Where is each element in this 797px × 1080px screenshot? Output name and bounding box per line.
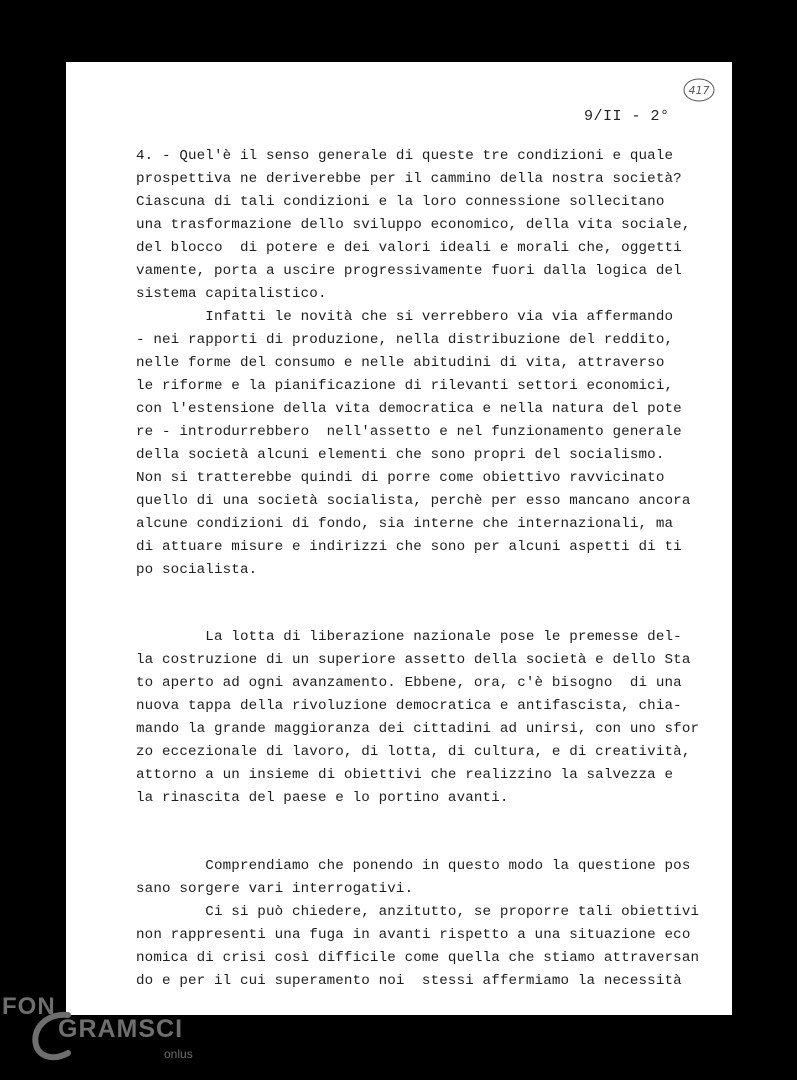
text-line: attorno a un insieme di obiettivi che realizzino la salvezza e xyxy=(136,767,674,783)
text-line: po socialista. xyxy=(136,562,258,578)
text-line: - nei rapporti di produzione, nella distribuzione del reddito, xyxy=(136,332,674,348)
text-line: Ciascuna di tali condizioni e la loro connessione sollecitano xyxy=(136,194,665,210)
text-line: della società alcuni elementi che sono propri del socialismo. xyxy=(136,447,665,463)
page-number: 9/II - 2° xyxy=(584,108,670,125)
text-line: zo eccezionale di lavoro, di lotta, di cultura, e di creatività, xyxy=(136,744,691,760)
text-line: Infatti le novità che si verrebbero via via affermando xyxy=(136,309,674,325)
text-line: quello di una società socialista, perchè per esso mancano ancora xyxy=(136,493,691,509)
text-line: mando la grande maggioranza dei cittadini ad unirsi, con uno sfor xyxy=(136,721,700,737)
text-line: re - introdurrebbero nell'assetto e nel funzionamento generale xyxy=(136,424,682,440)
text-line: le riforme e la pianificazione di rilevanti settori economici, xyxy=(136,378,674,394)
text-line: non rappresenti una fuga in avanti rispetto a una situazione eco xyxy=(136,927,691,943)
text-line: la rinascita del paese e lo portino avanti. xyxy=(136,790,509,806)
text-line: nelle forme del consumo e nelle abitudini di vita, attraverso xyxy=(136,355,665,371)
text-line: con l'estensione della vita democratica e nella natura del pote xyxy=(136,401,682,417)
watermark-onlus: onlus xyxy=(164,1047,193,1061)
text-line: nuova tappa della rivoluzione democratica e antifascista, chia- xyxy=(136,698,682,714)
text-line: Ci si può chiedere, anzitutto, se proporre tali obiettivi xyxy=(136,904,700,920)
text-line: Comprendiamo che ponendo in questo modo la questione pos xyxy=(136,858,691,874)
text-line: una trasformazione dello sviluppo economico, della vita sociale, xyxy=(136,217,691,233)
text-line: alcune condizioni di fondo, sia interne che internazionali, ma xyxy=(136,516,674,532)
text-line: sistema capitalistico. xyxy=(136,286,327,302)
document-page xyxy=(66,62,732,1015)
text-line: 4. - Quel'è il senso generale di queste tre condizioni e quale xyxy=(136,148,674,164)
text-line: del blocco di potere e dei valori ideali e morali che, oggetti xyxy=(136,240,682,256)
text-line: prospettiva ne deriverebbe per il cammino della nostra società? xyxy=(136,171,682,187)
text-line: La lotta di liberazione nazionale pose le premesse del- xyxy=(136,629,682,645)
text-line: la costruzione di un superiore assetto della società e dello Sta xyxy=(136,652,691,668)
text-line: do e per il cui superamento noi stessi affermiamo la necessità xyxy=(136,973,682,989)
watermark-gramsci: GRAMSCI xyxy=(58,1015,184,1043)
watermark-fon: FON xyxy=(2,993,56,1020)
text-line: sano sorgere vari interrogativi. xyxy=(136,881,414,897)
text-line: nomica di crisi così difficile come quella che stiamo attraversan xyxy=(136,950,700,966)
text-line: to aperto ad ogni avanzamento. Ebbene, ora, c'è bisogno di una xyxy=(136,675,682,691)
text-line: Non si tratterebbe quindi di porre come obiettivo ravvicinato xyxy=(136,470,665,486)
text-line: di attuare misure e indirizzi che sono per alcuni aspetti di ti xyxy=(136,539,682,555)
archive-stamp-number: 417 xyxy=(688,84,710,97)
archive-stamp-circle xyxy=(682,77,716,103)
text-line: vamente, porta a uscire progressivamente fuori dalla logica del xyxy=(136,263,682,279)
fondazione-gramsci-watermark xyxy=(0,985,230,1075)
